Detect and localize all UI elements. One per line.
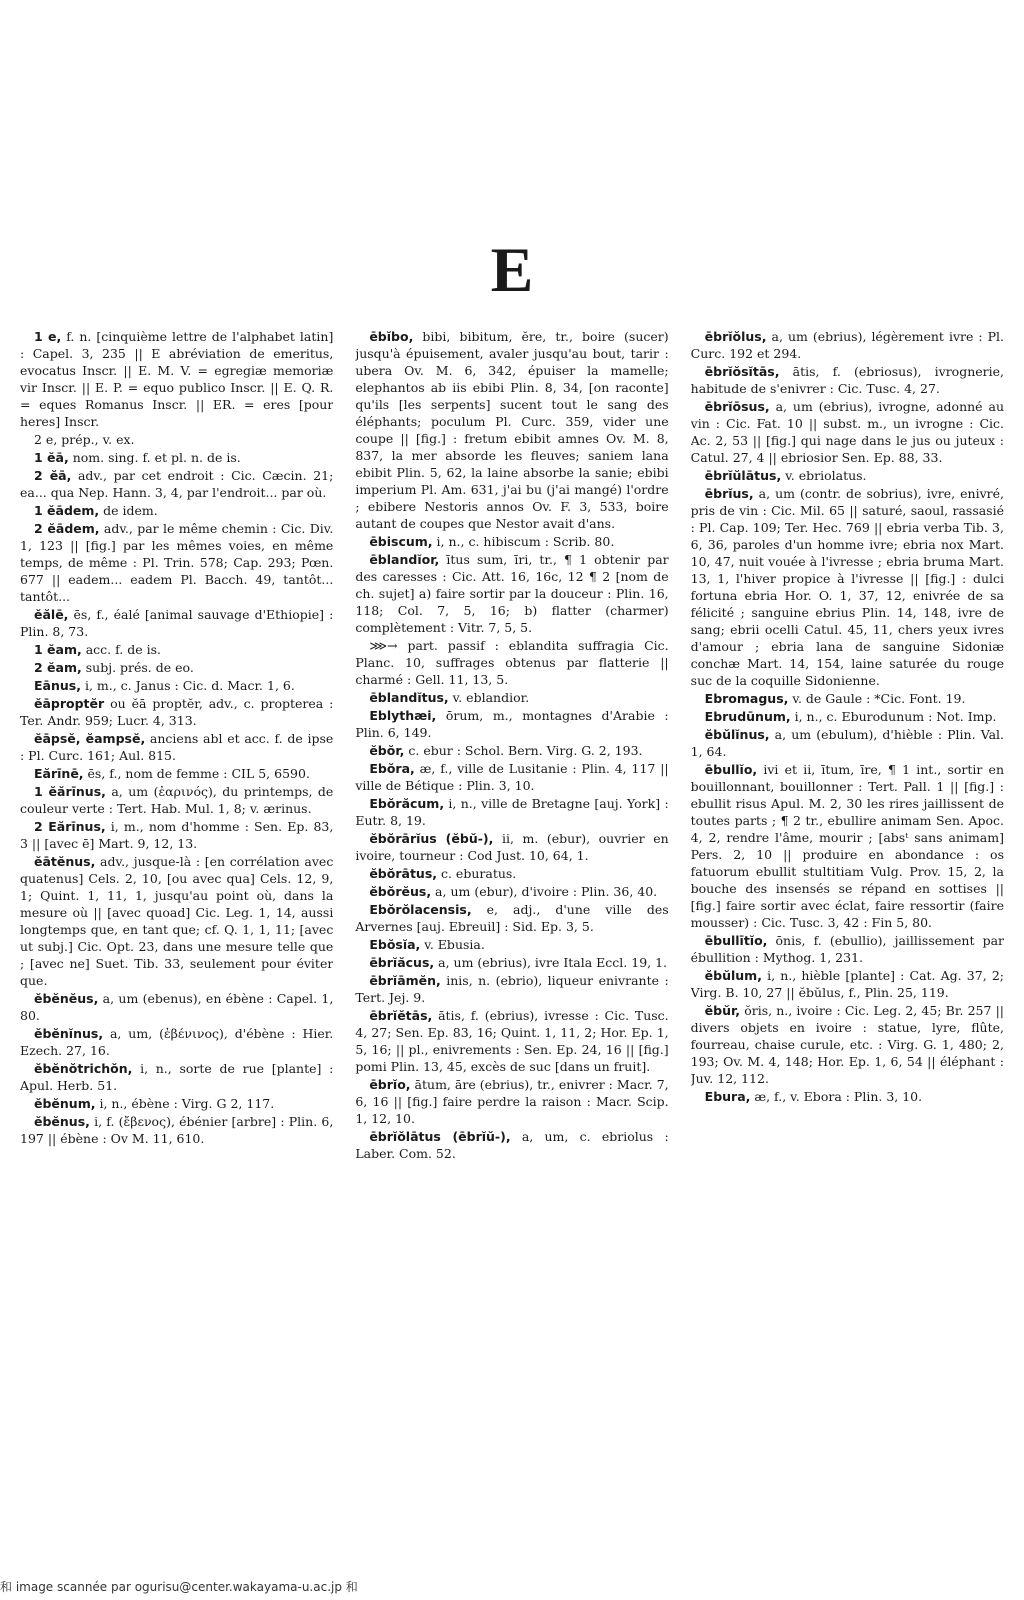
dictionary-entry <box>691 967 1004 1001</box>
entry-definition: adv., jusque-là : [en corrélation avec quatenus] Cels. 2, 10, [ou avec qua] Cels. 12, 9, 1; Quint. 1, 11, 1, jusqu'au point où, dans la mesure où || [avec quoad] Cic. Leg. 1, 14, aussi longtemps que, en tant que; cf. Q. 1, 1, 11; [avec ut subj.] Cic. Opt. 23, dans une mesure telle que ; [avec ne] Suet. Tib. 33, seulement pour éviter que. <box>20 854 334 988</box>
entry-headword: 2 ĕam, <box>34 660 82 675</box>
column-2 <box>355 328 668 1550</box>
entry-headword: Ebŏsĭa, <box>369 937 421 952</box>
dictionary-entry <box>355 689 668 706</box>
entry-headword: ĕāpsĕ, ĕampsĕ, <box>34 731 146 746</box>
entry-headword: Ebŏra, <box>369 761 415 776</box>
entry-definition: i, n., ville de Bretagne [auj. York] : Eutr. 8, 19. <box>355 796 669 828</box>
entry-definition: a, um (ἐαρινός), du printemps, de couleur verte : Tert. Hab. Mul. 1, 8; v. ærinus. <box>20 784 334 816</box>
entry-headword: Ebura, <box>704 1089 751 1104</box>
dictionary-entry <box>691 467 1004 484</box>
entry-headword: Eblythæi, <box>369 708 437 723</box>
entry-definition: a, um (ebrius), ivrogne, adonné au vin : Cic. Fat. 10 || subst. m., un ivrogne : Cic. Ac. 2, 53 || [fig.] qui nage dans le jus ou juteux : Catul. 27, 4 || ebriosior Sen. Ep. 88, 33. <box>690 399 1004 465</box>
dictionary-entry <box>20 677 333 694</box>
entry-definition: ātum, āre (ebrius), tr., enivrer : Macr. 7, 6, 16 || [fig.] faire perdre la raison : Macr. Scip. 1, 12, 10. <box>355 1077 669 1126</box>
entry-headword: Ebŏrăcum, <box>369 796 445 811</box>
dictionary-entry <box>355 936 668 953</box>
entry-headword: Eărīnē, <box>34 766 84 781</box>
dictionary-entry <box>20 1025 333 1059</box>
entry-headword: Ebŏrŏlacensis, <box>369 902 472 917</box>
entry-definition: a, um (ebrius), ivre Itala Eccl. 19, 1. <box>434 955 668 970</box>
entry-headword: 2 ĕā, <box>34 468 72 483</box>
entry-definition: i, n., c. hibiscum : Scrib. 80. <box>432 534 615 549</box>
entry-headword: ĕălē, <box>34 607 69 622</box>
dictionary-entry <box>355 637 668 688</box>
entry-headword: ĕbŏrĕus, <box>369 884 432 899</box>
entry-definition: ēs, f., nom de femme : CIL 5, 6590. <box>83 766 310 781</box>
entry-headword: ĕbĕnĭnus, <box>34 1026 104 1041</box>
entry-definition: 2 e, prép., v. ex. <box>34 432 135 447</box>
entry-definition: ēs, f., éalé [animal sauvage d'Ethiopie] : Plin. 8, 73. <box>20 607 334 639</box>
dictionary-entry <box>691 363 1004 397</box>
dictionary-entry <box>355 1128 668 1162</box>
dictionary-entry <box>691 328 1004 362</box>
entry-headword: ēbrĭāmĕn, <box>369 973 441 988</box>
dictionary-entry <box>691 932 1004 966</box>
dictionary-entry <box>20 730 333 764</box>
dictionary-entry <box>355 328 668 532</box>
entry-headword: ēbiscum, <box>369 534 433 549</box>
entry-definition: bibi, bibitum, ĕre, tr., boire (sucer) jusqu'à épuisement, avaler jusqu'au bout, tarir : ubera Ov. M. 6, 342, épuiser la mamelle; elephantos ab iis ebibi Plin. 8, 34, [on raconte] qu'ils [les serpents] sucent tout le sang des éléphants; poculum Pl. Curc. 359, vider une coupe || [fig.] : fretum ebibit amnes Ov. M. 8, 837, la mer absorde les fleuves; saniem lana ebibit Plin. 5, 62, la laine absorbe la sanie; ebibi imperium Pl. Am. 631, j'ai bu (j'ai mangé) l'ordre ; ebibere Nestoris annos Ov. F. 3, 533, boire autant de coupes que Nestor avait d'ans. <box>355 329 669 531</box>
entry-definition: a, um (contr. de sobrius), ivre, enivré, pris de vin : Cic. Mil. 65 || saturé, saoul, rassasié : Pl. Cap. 109; Ter. Hec. 769 || ebria verba Tib. 3, 6, 36, paroles d'un homme ivre; ebria nox Mart. 10, 47, nuit vouée à l'ivresse ; ebria bruma Mart. 13, 1, l'hiver propice à l'ivresse || [fig.] : dulci fortuna ebria Hor. O. 1, 37, 12, enivrée de sa félicité ; sanguine ebrius Plin. 14, 148, ivre de sang; ebrii ocelli Catul. 45, 11, chers yeux ivres d'amour ; ebria lana de sanguine Sidoniæ conchæ Mart. 14, 154, laine saturée du rouge suc de la coquille Sidonienne. <box>690 486 1004 688</box>
entry-headword: ēblandĭor, <box>369 552 440 567</box>
dictionary-entry <box>20 1095 333 1112</box>
dictionary-entry <box>355 883 668 900</box>
entry-headword: ĕbŏr, <box>369 743 405 758</box>
entry-definition: a, um (ebulum), d'hièble : Plin. Val. 1, 64. <box>690 727 1004 759</box>
dictionary-entry <box>20 520 333 605</box>
entry-headword: 1 ĕam, <box>34 642 82 657</box>
entry-definition: ītus sum, īri, tr., ¶ 1 obtenir par des caresses : Cic. Att. 16, 16c, 12 ¶ 2 [nom de ch. sujet] a) faire sortir par la douceur : Plin. 16, 118; Col. 7, 5, 16; b) flatter (charmer) complètement : Vitr. 7, 5, 5. <box>355 552 669 635</box>
entry-headword: ēbrĭĕtās, <box>369 1008 433 1023</box>
dictionary-entry <box>20 467 333 501</box>
entry-headword: 1 ĕādem, <box>34 503 100 518</box>
dictionary-entry <box>355 954 668 971</box>
dictionary-entry <box>355 742 668 759</box>
entry-headword: Eānus, <box>34 678 81 693</box>
entry-headword: Ebrudūnum, <box>704 709 791 724</box>
dictionary-entry <box>20 1060 333 1094</box>
entry-definition: ivi et ii, ītum, īre, ¶ 1 int., sortir en bouillonnant, bouillonner : Tert. Pall. 1 || [fig.] : ebullit risus Apul. M. 2, 30 les rires jaillissent de toutes parts ; ¶ 2 tr., ebullire animam Sen. Apoc. 4, 2, rendre l'âme, mourir ; [absᵗ sans animam] Pers. 2, 10 || produire en abondance : os fatuorum ebullit stultitiam Vulg. Prov. 15, 2, la bouche des insensés se répand en sottises || [fig.] faire sortir avec éclat, faire ressortir (faire mousser) : Cic. Tusc. 3, 42 : Fin 5, 80. <box>690 762 1004 930</box>
entry-headword: 1 ĕā, <box>34 450 69 465</box>
entry-definition: ātis, f. (ebriosus), ivrognerie, habitude de s'enivrer : Cic. Tusc. 4, 27. <box>690 364 1004 396</box>
dictionary-entry <box>691 398 1004 466</box>
scan-credit-footer: 和 image scannée par ogurisu@center.wakayama-u.ac.jp 和 <box>0 1580 358 1594</box>
entry-definition: a, um (ebenus), en ébène : Capel. 1, 80. <box>20 991 334 1023</box>
dictionary-entry <box>355 551 668 636</box>
dictionary-entry <box>20 641 333 658</box>
dictionary-entry <box>20 1113 333 1147</box>
entry-headword: ĕbĕnus, <box>34 1114 90 1129</box>
dictionary-entry <box>691 690 1004 707</box>
dictionary-entry <box>20 659 333 676</box>
entry-definition: v. de Gaule : *Cic. Font. 19. <box>788 691 966 706</box>
dictionary-entry <box>355 795 668 829</box>
dictionary-entry <box>355 830 668 864</box>
dictionary-entry <box>20 431 333 448</box>
dictionary-entry <box>20 853 333 989</box>
dictionary-entry <box>355 865 668 882</box>
dictionary-entry <box>20 328 333 430</box>
entry-headword: ĕbŭlĭnus, <box>704 727 770 742</box>
dictionary-entry <box>355 760 668 794</box>
entry-headword: ĕbĕnŏtrichŏn, <box>34 1061 133 1076</box>
dictionary-entry <box>20 818 333 852</box>
entry-definition: i, n., hièble [plante] : Cat. Ag. 37, 2; Virg. B. 10, 27 || ĕbŭlus, f., Plin. 25, 119. <box>690 968 1004 1000</box>
dictionary-entry <box>20 502 333 519</box>
dictionary-entry <box>355 533 668 550</box>
page-letter: E <box>490 234 534 305</box>
entry-definition: inis, n. (ebrio), liqueur enivrante : Tert. Jej. 9. <box>355 973 669 1005</box>
entry-definition: adv., par le même chemin : Cic. Div. 1, 123 || [fig.] par les mêmes voies, en même temps, de même : Pl. Trin. 578; Cap. 293; Pœn. 677 || eadem... eadem Pl. Bacch. 49, tantôt... tantôt... <box>20 521 334 604</box>
entry-definition: ātis, f. (ebrius), ivresse : Cic. Tusc. 4, 27; Sen. Ep. 83, 16; Quint. 1, 11, 2; Hor. Ep. 1, 5, 16; || pl., enivrements : Sen. Ep. 24, 16 || [fig.] pomi Plin. 13, 45, excès de suc [dans un fruit]. <box>355 1008 669 1074</box>
entry-headword: ēbĭbo, <box>369 329 414 344</box>
entry-headword: ĕbŏrātus, <box>369 866 438 881</box>
entry-headword: ēbrĭo, <box>369 1077 411 1092</box>
entry-definition: f. n. [cinquième lettre de l'alphabet latin] : Capel. 3, 235 || E abréviation de emeritus, evocatus Inscr. || E. M. V. = egregiæ memoriæ vir Inscr. || E. P. = equo publico Inscr. || E. Q. R. = eques Romanus Inscr. || ER. = eres [pour heres] Inscr. <box>20 329 334 429</box>
entry-headword: ēbrĭŭlātus, <box>704 468 782 483</box>
dictionary-entry <box>355 1076 668 1127</box>
entry-definition: acc. f. de is. <box>81 642 162 657</box>
entry-definition: adv., par cet endroit : Cic. Cæcin. 21; ea... qua Nep. Hann. 3, 4, par l'endroit... par où. <box>20 468 334 500</box>
entry-headword: ēbrĭŏlus, <box>704 329 767 344</box>
dictionary-entry <box>691 1088 1004 1105</box>
dictionary-entry <box>691 761 1004 931</box>
dictionary-columns <box>20 328 1004 1550</box>
dictionary-entry <box>691 1002 1004 1087</box>
dictionary-entry <box>355 1007 668 1075</box>
entry-definition: ōrum, m., montagnes d'Arabie : Plin. 6, 149. <box>355 708 669 740</box>
dictionary-entry <box>355 901 668 935</box>
entry-headword: ēbullītĭo, <box>704 933 768 948</box>
entry-headword: ĕbĕnĕus, <box>34 991 99 1006</box>
column-1 <box>20 328 333 1550</box>
entry-definition: i, m., nom d'homme : Sen. Ep. 83, 3 || [avec ē] Mart. 9, 12, 13. <box>20 819 334 851</box>
entry-definition: subj. prés. de eo. <box>81 660 194 675</box>
entry-headword: ĕāproptĕr <box>34 696 105 711</box>
dictionary-entry <box>20 765 333 782</box>
entry-definition: c. eburatus. <box>437 866 517 881</box>
entry-definition: i, m., c. Janus : Cic. d. Macr. 1, 6. <box>80 678 295 693</box>
entry-headword: Ebromagus, <box>704 691 789 706</box>
entry-definition: ŏris, n., ivoire : Cic. Leg. 2, 45; Br. 257 || divers objets en ivoire : statue, lyre, flûte, fourreau, chaise curule, etc. : Virg. G. 1, 480; 2, 193; Ov. M. 4, 148; Hor. Ep. 1, 6, 54 || éléphant : Juv. 12, 112. <box>690 1003 1004 1086</box>
entry-headword: ēbrĭōsus, <box>704 399 770 414</box>
entry-definition: a, um (ebur), d'ivoire : Plin. 36, 40. <box>431 884 658 899</box>
entry-definition: v. eblandior. <box>448 690 530 705</box>
entry-headword: ēbrĭăcus, <box>369 955 435 970</box>
dictionary-entry <box>691 485 1004 689</box>
entry-headword: ĕbĕnum, <box>34 1096 96 1111</box>
entry-headword: 1 ĕărīnus, <box>34 784 106 799</box>
entry-definition: v. Ebusia. <box>420 937 485 952</box>
entry-headword: ēbrĭŏsĭtās, <box>704 364 780 379</box>
dictionary-entry <box>20 695 333 729</box>
entry-definition: a, um (ebrius), légèrement ivre : Pl. Curc. 192 et 294. <box>690 329 1004 361</box>
dictionary-entry <box>20 783 333 817</box>
entry-definition: ou ĕā proptĕr, adv., c. propterea : Ter. Andr. 959; Lucr. 4, 313. <box>20 696 334 728</box>
entry-definition: a, um, c. ebriolus : Laber. Com. 52. <box>355 1129 669 1161</box>
dictionary-entry <box>20 990 333 1024</box>
entry-definition: i, n., sorte de rue [plante] : Apul. Herb. 51. <box>20 1061 334 1093</box>
dictionary-entry <box>691 708 1004 725</box>
entry-definition: æ, f., v. Ebora : Plin. 3, 10. <box>750 1089 923 1104</box>
entry-headword: ĕbŭr, <box>704 1003 741 1018</box>
entry-definition: ōnis, f. (ebullio), jaillissement par ébullition : Mythog. 1, 231. <box>690 933 1004 965</box>
entry-headword: ĕātĕnus, <box>34 854 96 869</box>
entry-headword: ĕbŏrārĭus (ĕbŭ-), <box>369 831 494 846</box>
entry-headword: 2 Eărīnus, <box>34 819 106 834</box>
entry-headword: 1 e, <box>34 329 62 344</box>
entry-headword: ēblandĭtus, <box>369 690 449 705</box>
entry-definition: de idem. <box>99 503 158 518</box>
entry-definition: i, n., ébène : Virg. G 2, 117. <box>95 1096 275 1111</box>
entry-definition: ⋙→ part. passif : eblandita suffragia Cic. Planc. 10, suffrages obtenus par flatterie || charmé : Gell. 11, 13, 5. <box>355 638 669 687</box>
entry-definition: ii, m. (ebur), ouvrier en ivoire, tourneur : Cod Just. 10, 64, 1. <box>355 831 669 863</box>
entry-definition: c. ebur : Schol. Bern. Virg. G. 2, 193. <box>404 743 643 758</box>
dictionary-entry <box>355 972 668 1006</box>
entry-definition: e, adj., d'une ville des Arvernes [auj. Ebreuil] : Sid. Ep. 3, 5. <box>355 902 669 934</box>
entry-headword: ēbullĭo, <box>704 762 758 777</box>
dictionary-entry <box>355 707 668 741</box>
entry-definition: v. ebriolatus. <box>781 468 867 483</box>
entry-headword: ĕbŭlum, <box>704 968 762 983</box>
entry-definition: a, um, (ἐβένινος), d'ébène : Hier. Ezech. 27, 16. <box>20 1026 334 1058</box>
entry-definition: æ, f., ville de Lusitanie : Plin. 4, 117 || ville de Bétique : Plin. 3, 10. <box>355 761 669 793</box>
entry-definition: nom. sing. f. et pl. n. de is. <box>68 450 241 465</box>
entry-definition: i, n., c. Eburodunum : Not. Imp. <box>790 709 997 724</box>
entry-definition: anciens abl et acc. f. de ipse : Pl. Curc. 161; Aul. 815. <box>20 731 334 763</box>
dictionary-entry <box>20 449 333 466</box>
entry-headword: 2 ĕādem, <box>34 521 100 536</box>
entry-headword: ēbrĭŏlātus (ēbrĭŭ-), <box>369 1129 511 1144</box>
dictionary-entry <box>20 606 333 640</box>
dictionary-entry <box>691 726 1004 760</box>
column-3 <box>691 328 1004 1550</box>
entry-definition: i, f. (ἔβενος), ébénier [arbre] : Plin. 6, 197 || ébène : Ov M. 11, 610. <box>20 1114 334 1146</box>
entry-headword: ēbrĭus, <box>704 486 754 501</box>
